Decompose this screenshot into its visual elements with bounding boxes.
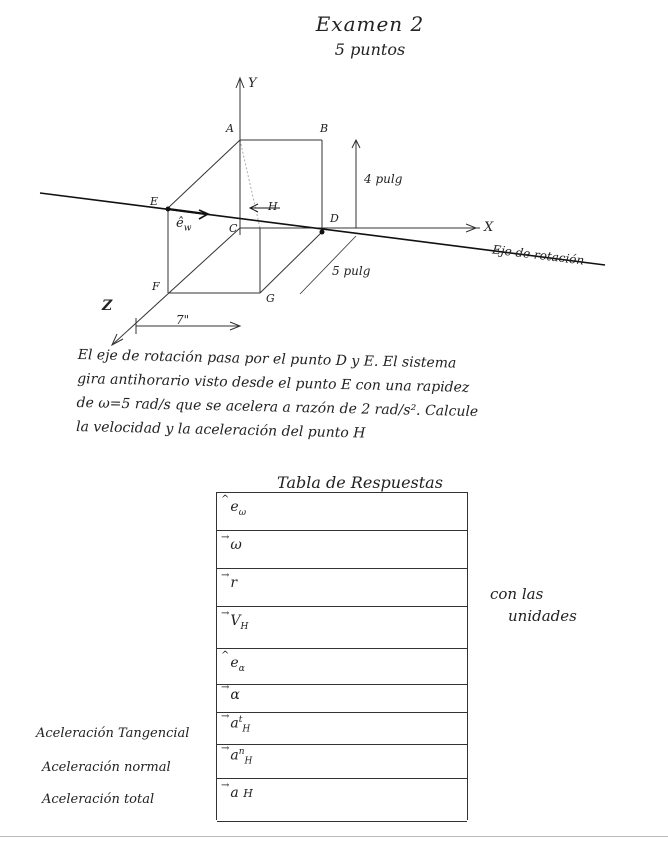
answer-table	[216, 492, 468, 820]
table-row	[217, 684, 467, 713]
unit-vector-label: $ê_w$	[176, 216, 192, 234]
z-axis-label: Z	[102, 298, 113, 314]
total-acceleration-label: Aceleración total	[42, 792, 155, 807]
normal-acceleration-label: Aceleración normal	[42, 760, 171, 775]
table-title: Tabla de Respuestas	[277, 473, 443, 492]
problem-line: gira antihorario visto desde el punto E con una rapidez	[77, 370, 470, 396]
height-dimension: 4 pulg	[364, 172, 403, 186]
problem-line: la velocidad y la aceleración del punto H	[75, 418, 366, 442]
point-f-label: F	[152, 280, 160, 293]
table-row	[217, 744, 467, 779]
y-axis-label: Y	[248, 76, 257, 91]
row-symbol: →α	[221, 682, 240, 703]
problem-statement	[76, 343, 658, 452]
page-edge-line	[0, 836, 668, 837]
row-symbol: $^{\^{}}e_\omega$	[221, 494, 247, 518]
table-row	[217, 648, 467, 685]
table-row	[217, 530, 467, 569]
note-line: unidades	[508, 607, 577, 625]
point-c-label: C	[229, 222, 238, 235]
problem-line: de ω=5 rad/s que se acelera a razón de 2 rad/s². Calcule	[76, 394, 479, 421]
width-dimension: 7"	[176, 313, 190, 327]
row-symbol: $^\to a^t_H$	[221, 710, 251, 735]
point-b-label: B	[320, 122, 329, 135]
rotation-axis-label: Eje de rotación	[491, 242, 585, 268]
row-symbol: $^\to V_H$	[221, 608, 249, 632]
row-symbol: →a H	[221, 780, 253, 801]
table-row	[217, 712, 467, 745]
page-subtitle: 5 puntos	[334, 40, 406, 59]
page-title: Examen 2	[315, 12, 425, 36]
table-row	[217, 606, 467, 649]
row-symbol: →ω	[221, 532, 242, 553]
table-row	[217, 778, 467, 822]
depth-dimension: 5 pulg	[332, 264, 371, 278]
point-h-label: H	[268, 200, 278, 213]
point-a-label: A	[226, 122, 234, 135]
note-line: con las	[490, 585, 544, 603]
x-axis-label: X	[484, 220, 494, 235]
table-row	[217, 492, 467, 531]
table-row	[217, 568, 467, 607]
point-g-label: G	[266, 292, 275, 305]
tangential-acceleration-label: Aceleración Tangencial	[36, 726, 190, 741]
units-note	[490, 583, 577, 627]
point-d-label: D	[330, 212, 339, 225]
problem-line: El eje de rotación pasa por el punto D y E. El sistema	[77, 346, 457, 372]
point-e-label: E	[150, 195, 159, 208]
row-symbol: $^\to a^n_H$	[221, 742, 253, 767]
row-symbol: $^{\^{}}e_\alpha$	[221, 650, 245, 674]
row-symbol: →r	[221, 570, 238, 591]
